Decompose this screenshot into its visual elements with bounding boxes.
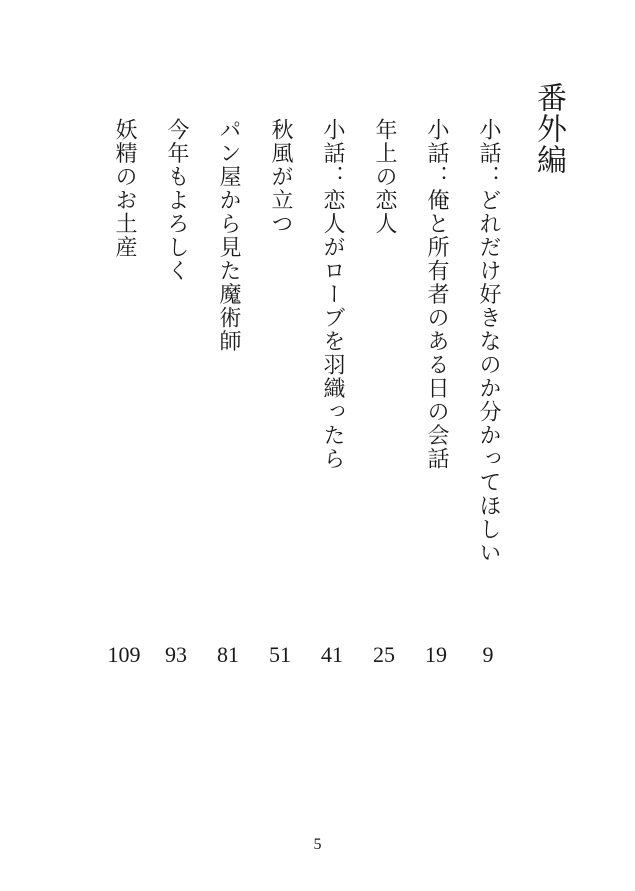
toc-entry-page: 109 [107,642,141,667]
toc-entry-title: パン屋から見た魔術師 [216,118,241,353]
toc-entry-page: 93 [165,642,187,667]
toc-entry-title: 妖精のお土産 [112,118,137,259]
toc-entry-title: 今年もよろしく [164,118,189,283]
toc-entry-title: 秋風が立つ [268,118,293,236]
toc-entry-page: 81 [217,642,239,667]
toc-entry-page: 19 [425,642,447,667]
toc-entry-title: 年上の恋人 [372,118,397,236]
toc-entry-title: 小話：恋人がローブを羽織ったら [320,118,345,471]
toc-entry-title: 小話：俺と所有者のある日の会話 [424,118,449,471]
toc-entry-page: 9 [482,642,494,667]
toc-entry-title: 小話：どれだけ好きなのか分かってほしい [476,118,501,565]
section-title: 番外編 [531,82,566,175]
toc-entry-page: 41 [321,642,343,667]
page-number: 5 [313,836,322,853]
toc-entry-page: 25 [373,642,395,667]
toc-entry-page: 51 [269,642,291,667]
